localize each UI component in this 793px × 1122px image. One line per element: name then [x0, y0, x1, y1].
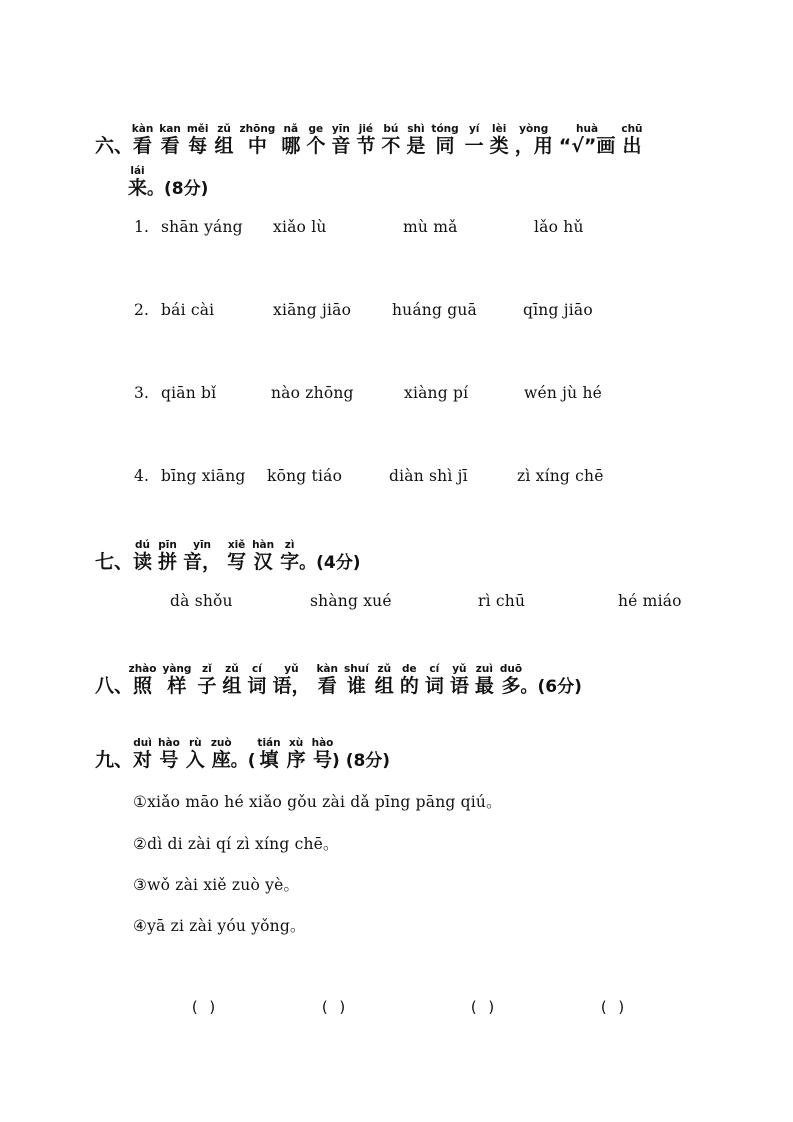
- sentence-3: ③wǒ zài xiě zuò yè。: [133, 876, 300, 894]
- section-8-title: [128, 663, 526, 697]
- row-2-item-3: huáng guā: [392, 301, 477, 319]
- section-9-number: 九、: [95, 749, 134, 771]
- annotated-word: 座zuò: [210, 737, 232, 771]
- section-6-line2-word: 来lái: [128, 165, 148, 199]
- annotated-word: 写xiě: [227, 539, 247, 573]
- row-4-item-4: zì xíng chē: [517, 467, 604, 485]
- row-1-item-3: mù mǎ: [403, 218, 458, 236]
- annotated-word: 语，yǔ: [272, 663, 311, 697]
- annotated-word: 每měi: [186, 123, 209, 157]
- annotated-word: 字zì: [280, 539, 300, 573]
- section-7-item-4: hé miáo: [618, 592, 682, 610]
- answer-blank-2[interactable]: ( ): [320, 998, 348, 1016]
- annotated-word: 音，yīn: [183, 539, 222, 573]
- annotated-word: 组zǔ: [222, 663, 242, 697]
- row-4-item-3: diàn shì jī: [389, 467, 468, 485]
- annotated-word: 看kan: [159, 123, 181, 157]
- annotated-word: 填tián: [257, 737, 281, 771]
- section-9-mid: 。(: [230, 751, 256, 771]
- annotated-word: 子zǐ: [197, 663, 217, 697]
- annotated-word: 音yīn: [331, 123, 351, 157]
- section-9-title: [133, 737, 237, 771]
- section-9-instruction: [257, 737, 339, 771]
- section-6-title: [131, 123, 649, 157]
- row-3-number: 3.: [134, 384, 150, 402]
- annotated-word: ，用yòng: [514, 123, 553, 157]
- annotated-word: 号hào: [311, 737, 334, 771]
- answer-blank-1[interactable]: ( ): [190, 998, 218, 1016]
- section-7-number: 七、: [95, 551, 134, 573]
- row-4-number: 4.: [134, 467, 150, 485]
- annotated-word: 类lèi: [489, 123, 509, 157]
- annotated-word: 词cí: [424, 663, 444, 697]
- annotated-word: 谁shuí: [344, 663, 369, 697]
- section-8-score: 。(6分): [520, 677, 582, 697]
- row-1-item-4: lǎo hǔ: [534, 218, 584, 236]
- section-6-number: 六、: [95, 135, 134, 157]
- annotated-word: 中zhōng: [239, 123, 276, 157]
- annotated-word: 词cí: [247, 663, 267, 697]
- annotated-word: 出chū: [621, 123, 643, 157]
- annotated-word: 一yí: [464, 123, 484, 157]
- row-2-number: 2.: [134, 301, 150, 319]
- row-3-item-3: xiàng pí: [404, 384, 469, 402]
- row-3-item-1: qiān bǐ: [161, 384, 217, 402]
- annotated-word: 节jié: [356, 123, 376, 157]
- annotated-word: 样yàng: [162, 663, 192, 697]
- section-8-number: 八、: [95, 675, 134, 697]
- section-9-score: ) (8分): [332, 751, 391, 771]
- annotated-word: 组zǔ: [374, 663, 394, 697]
- row-2-item-4: qīng jiāo: [523, 301, 593, 319]
- annotated-word: 序xù: [286, 737, 306, 771]
- section-6-header: [95, 124, 649, 158]
- row-1-number: 1.: [134, 218, 150, 236]
- row-1-item-2: xiǎo lù: [273, 218, 327, 236]
- annotated-word: 读dú: [133, 539, 153, 573]
- section-7-header: [95, 540, 361, 574]
- row-4-item-1: bīng xiāng: [161, 467, 246, 485]
- section-7-item-1: dà shǒu: [170, 592, 233, 610]
- section-7-item-3: rì chū: [478, 592, 526, 610]
- section-6-header-line2: [128, 166, 208, 200]
- row-2-item-1: bái cài: [161, 301, 215, 319]
- section-7-item-2: shàng xué: [310, 592, 392, 610]
- annotated-word: 不bú: [381, 123, 401, 157]
- annotated-word: 的de: [399, 663, 419, 697]
- sentence-1: ①xiǎo māo hé xiǎo gǒu zài dǎ pīng pāng qiú。: [133, 793, 502, 811]
- annotated-word: 对duì: [133, 737, 153, 771]
- sentence-4: ④yā zi zài yóu yǒng。: [133, 917, 306, 935]
- annotated-word: 最zuì: [474, 663, 494, 697]
- annotated-word: 照zhào: [128, 663, 157, 697]
- annotated-word: 是shì: [406, 123, 426, 157]
- row-3-item-4: wén jù hé: [524, 384, 603, 402]
- annotated-word: 多duō: [499, 663, 523, 697]
- section-8-header: [95, 664, 582, 698]
- answer-blank-4[interactable]: ( ): [599, 998, 627, 1016]
- annotated-word: 组zǔ: [214, 123, 234, 157]
- row-3-item-2: nào zhōng: [271, 384, 354, 402]
- annotated-word: 语yǔ: [449, 663, 469, 697]
- sentence-2: ②dì di zài qí zì xíng chē。: [133, 835, 339, 853]
- row-1-item-1: shān yáng: [161, 218, 243, 236]
- annotated-word: 入rù: [185, 737, 205, 771]
- section-7-title: [133, 539, 305, 573]
- row-2-item-2: xiāng jiāo: [273, 301, 352, 319]
- annotated-word: 看kàn: [131, 123, 154, 157]
- section-6-score: 。(8分): [147, 179, 209, 199]
- annotated-word: 拼pīn: [158, 539, 178, 573]
- annotated-word: 汉hàn: [252, 539, 275, 573]
- section-9-header: [95, 738, 390, 772]
- annotated-word: 看kàn: [316, 663, 338, 697]
- annotated-word: “√”画huà: [558, 123, 616, 157]
- annotated-word: 哪nǎ: [281, 123, 301, 157]
- annotated-word: 同tóng: [431, 123, 459, 157]
- row-4-item-2: kōng tiáo: [267, 467, 343, 485]
- annotated-word: 号hào: [158, 737, 180, 771]
- annotated-word: 个ge: [306, 123, 326, 157]
- section-7-score: 。(4分): [299, 553, 361, 573]
- answer-blank-3[interactable]: ( ): [469, 998, 497, 1016]
